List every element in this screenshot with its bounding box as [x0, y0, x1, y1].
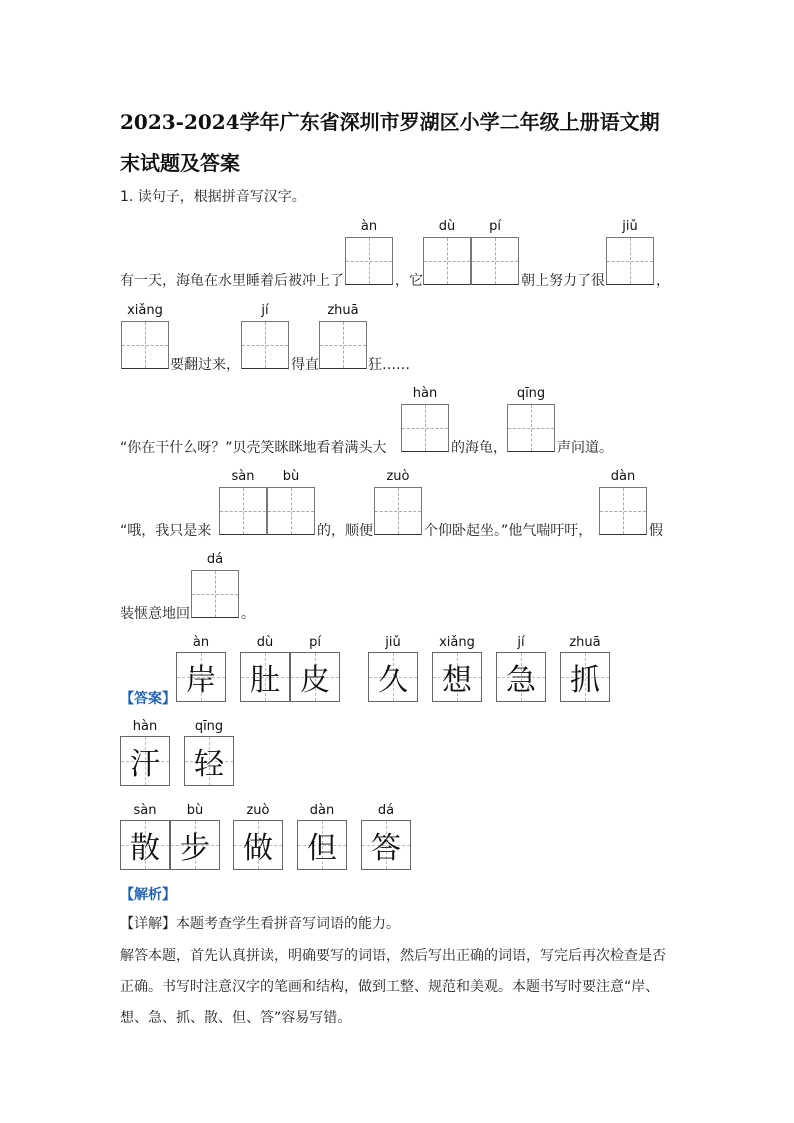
answer-char-box [120, 736, 170, 786]
line2-text-a: 要翻过来， [170, 357, 240, 373]
answer-pinyin: xiǎng [439, 635, 475, 650]
blank-da[interactable] [191, 570, 239, 618]
answer-char: 想 [442, 663, 472, 698]
detail-label: 【详解】 [120, 916, 176, 932]
blank-zhua[interactable] [319, 321, 367, 369]
line1-text-d: ， [656, 273, 670, 289]
blank-jiu[interactable] [606, 237, 654, 285]
answer-char-box [496, 652, 546, 702]
answer-char: 做 [243, 831, 273, 866]
answer-pinyin: dù [256, 635, 274, 650]
answer-char: 答 [371, 831, 401, 866]
answer-pinyin: jí [517, 635, 525, 650]
analysis-label: 【解析】 [120, 887, 176, 903]
answer-pinyin: jiǔ [385, 635, 401, 650]
blank-an[interactable] [345, 237, 393, 285]
pinyin-pi: pí [489, 219, 501, 234]
answer-char: 岸 [186, 663, 216, 698]
answer-char-box [361, 820, 411, 870]
analysis-para-3: 想、急、抓、散、但、答”容易写错。 [120, 1010, 352, 1026]
answer-char-box [120, 820, 170, 870]
answer-pinyin: dá [377, 803, 395, 818]
answer-char-box [432, 652, 482, 702]
detail-text: 本题考查学生看拼音写词语的能力。 [176, 916, 400, 932]
blank-qing[interactable] [507, 404, 555, 452]
blank-san[interactable] [219, 487, 267, 535]
line3-text-b: 的海龟， [451, 440, 507, 456]
line1-text-c: 朝上努力了很 [521, 273, 605, 289]
answer-char: 皮 [300, 663, 330, 698]
pinyin-ji: jí [261, 303, 269, 318]
answer-char: 轻 [194, 747, 224, 782]
analysis-para-2: 正确。书写时注意汉字的笔画和结构，做到工整、规范和美观。本题书写时要注意“岸、 [120, 979, 660, 995]
answer-char-box [184, 736, 234, 786]
pinyin-da: dá [206, 552, 224, 567]
line4-text-d: 假 [649, 523, 663, 539]
answer-pinyin: bù [186, 803, 204, 818]
question-stem: 1. 读句子，根据拼音写汉字。 [120, 189, 306, 205]
pinyin-san: sàn [231, 469, 255, 484]
answer-char: 但 [307, 831, 337, 866]
line5-text-a: 装惬意地回 [120, 606, 190, 622]
pinyin-an: àn [360, 219, 378, 234]
answer-char: 肚 [250, 663, 280, 698]
answer-pinyin: hàn [132, 719, 158, 734]
answer-pinyin: zhuā [569, 635, 601, 650]
pinyin-du: dù [438, 219, 456, 234]
blank-zuo[interactable] [374, 487, 422, 535]
blank-ji[interactable] [241, 321, 289, 369]
answer-char-box [560, 652, 610, 702]
line1-text-b: ，它 [395, 273, 423, 289]
answer-char: 步 [180, 831, 210, 866]
answer-char-box [368, 652, 418, 702]
line3-text-c: 声问道。 [557, 440, 613, 456]
line4-text-c: 个仰卧起坐。”他气喘吁吁， [424, 523, 593, 539]
answer-label: 【答案】 [120, 691, 176, 707]
blank-xiang[interactable] [121, 321, 169, 369]
line5-text-b: 。 [241, 606, 255, 622]
pinyin-zhua: zhuā [327, 303, 359, 318]
blank-dan[interactable] [599, 487, 647, 535]
answer-char-box [176, 652, 226, 702]
pinyin-zuo: zuò [386, 469, 410, 484]
line1-text-a: 有一天，海龟在水里睡着后被冲上了 [120, 273, 344, 289]
line4-text-b: 的，顺便 [317, 523, 373, 539]
pinyin-jiu: jiǔ [622, 219, 638, 234]
analysis-para-1: 解答本题，首先认真拼读，明确要写的词语，然后写出正确的词语，写完后再次检查是否 [120, 948, 666, 964]
pinyin-xiang: xiǎng [127, 303, 163, 318]
page-title-line2: 末试题及答案 [120, 151, 240, 175]
blank-han[interactable] [401, 404, 449, 452]
pinyin-bu: bù [282, 469, 300, 484]
answer-char: 散 [130, 831, 160, 866]
line2-text-c: 狂…… [368, 357, 410, 373]
page-title-line1: 2023-2024学年广东省深圳市罗湖区小学二年级上册语文期 [120, 110, 660, 134]
blank-bu[interactable] [267, 487, 315, 535]
answer-char: 久 [378, 663, 408, 698]
answer-char-box [290, 652, 340, 702]
pinyin-qing: qīng [516, 386, 546, 401]
line4-text-a: “哦，我只是来 [120, 523, 212, 539]
answer-pinyin: zuò [246, 803, 270, 818]
blank-du[interactable] [423, 237, 471, 285]
answer-char: 急 [506, 663, 536, 698]
pinyin-dan: dàn [610, 469, 636, 484]
line3-text-a: “你在干什么呀？”贝壳笑眯眯地看着满头大 [120, 440, 387, 456]
answer-pinyin: àn [192, 635, 210, 650]
answer-char-box [297, 820, 347, 870]
detail-line [120, 916, 400, 932]
answer-char-box [240, 652, 290, 702]
answer-pinyin: dàn [309, 803, 335, 818]
answer-char: 抓 [570, 663, 600, 698]
line2-text-b: 得直 [291, 357, 319, 373]
answer-char: 汗 [130, 747, 160, 782]
pinyin-han: hàn [412, 386, 438, 401]
blank-pi[interactable] [471, 237, 519, 285]
answer-char-box [170, 820, 220, 870]
answer-pinyin: qīng [194, 719, 224, 734]
answer-char-box [233, 820, 283, 870]
answer-pinyin: sàn [133, 803, 157, 818]
answer-pinyin: pí [309, 635, 321, 650]
